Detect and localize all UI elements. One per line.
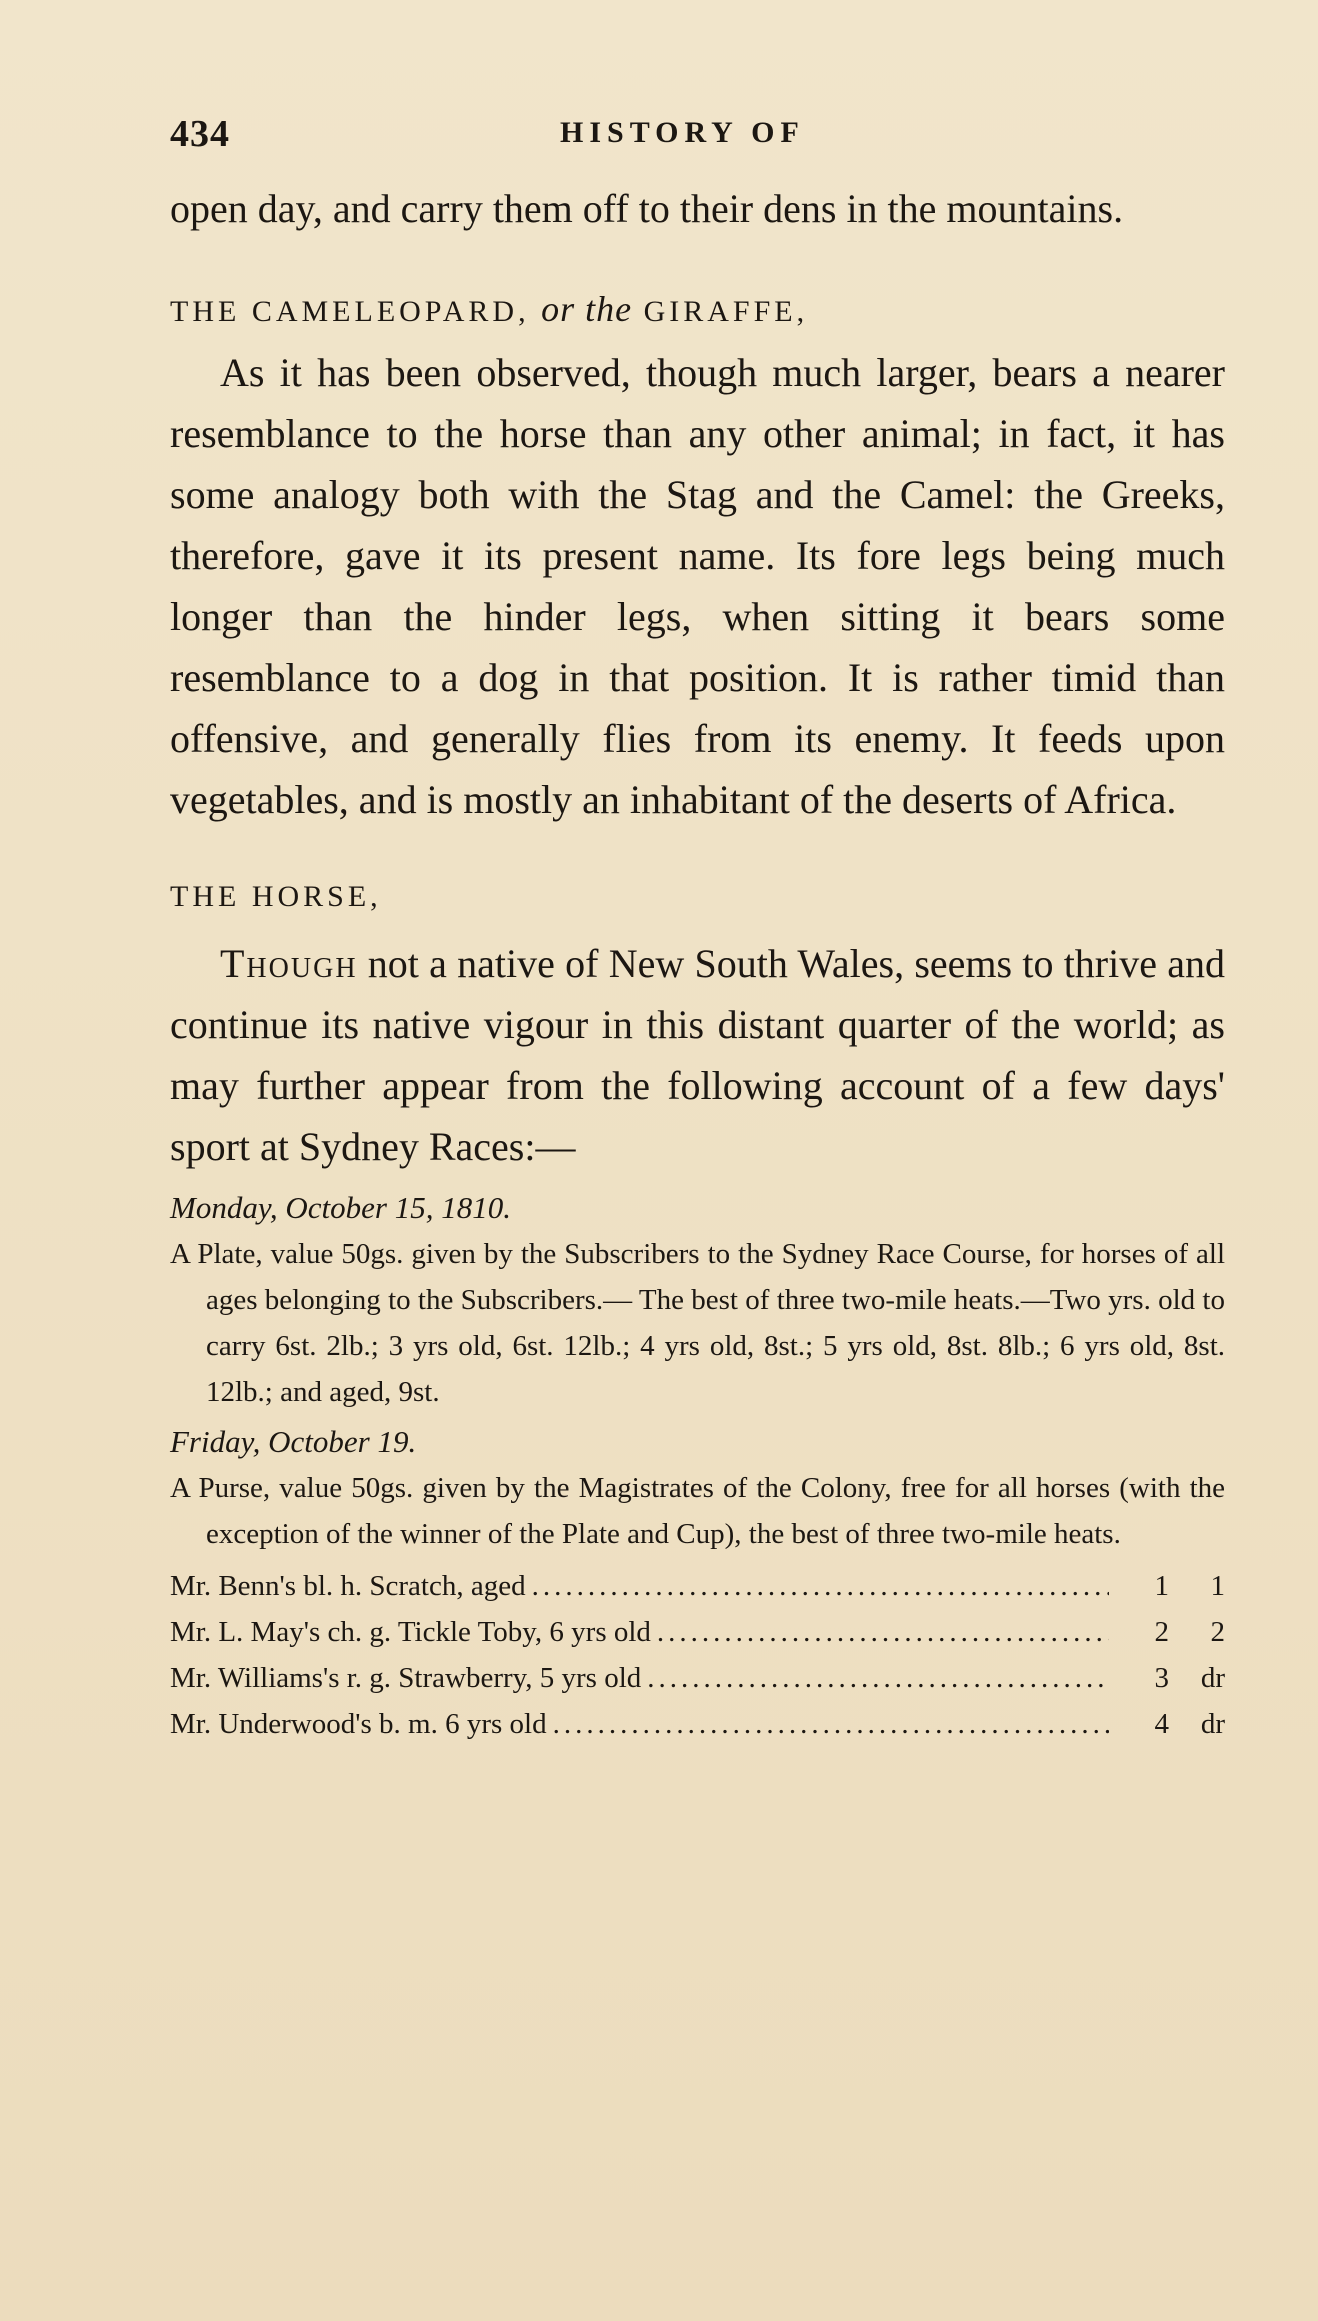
entrant-name: Mr. Underwood's b. m. 6 yrs old <box>170 1708 547 1740</box>
race-1-date <box>170 1185 1225 1231</box>
giraffe-heading-end: GIRAFFE, <box>643 295 809 328</box>
race-2-date <box>170 1419 1225 1465</box>
horse-heading: THE HORSE, <box>170 880 382 913</box>
race-1 <box>170 1185 1225 1415</box>
entrant-name: Mr. Benn's bl. h. Scratch, aged <box>170 1570 526 1602</box>
leader-dots <box>532 1563 1109 1609</box>
race-2-description: A Purse, value 50gs. given by the Magistrates of the Colony, free for all horses (with the exception of the winner of the Plate and Cup), the best of three two-mile heats. <box>170 1472 1225 1550</box>
heat-2-place: 2 <box>1210 1616 1225 1648</box>
heat-2-place: dr <box>1200 1662 1225 1694</box>
opening-paragraph: open day, and carry them off to their dens in the mountains. <box>170 186 1124 231</box>
race-2 <box>170 1419 1225 1557</box>
race-1-description: A Plate, value 50gs. given by the Subscribers to the Sydney Race Course, for horses of all ages belonging to the Subscribers.— The best of three two-mile heats.—Two yrs. old to carry 6st. 2lb.; 3 yrs old, 6st. 12lb.; 4 yrs old, 8st.; 5 yrs old, 8st. 8lb.; 6 yrs old, 8st. 12lb.; and aged, 9st. <box>170 1238 1225 1408</box>
heat-1-place: 4 <box>1154 1708 1169 1740</box>
heat-2-place: dr <box>1200 1708 1225 1740</box>
race-2-date-rest: 19. <box>369 1424 417 1459</box>
results-row <box>170 1701 1225 1747</box>
results-table <box>170 1563 1225 1747</box>
results-row <box>170 1609 1225 1655</box>
page-header <box>170 112 1230 158</box>
entrant-name: Mr. Williams's r. g. Strawberry, 5 yrs old <box>170 1662 642 1694</box>
results-row <box>170 1655 1225 1701</box>
leader-dots <box>647 1655 1109 1701</box>
race-2-date-italic: Friday, October <box>170 1424 370 1459</box>
heat-2-place: 1 <box>1210 1570 1225 1602</box>
horse-lead-word: Though <box>220 941 358 986</box>
heat-1-place: 1 <box>1154 1570 1169 1602</box>
race-1-date-italic: Monday, October <box>170 1190 387 1225</box>
horse-paragraph <box>170 933 1225 1177</box>
page-body <box>170 178 1225 1747</box>
horse-paragraph-text: not a native of New South Wales, seems to thrive and continue its native vigour in this distant quarter of the world; as may further appear from the following account of a few days' sport at Sydney Races:— <box>170 941 1225 1169</box>
race-1-date-rest: 15, 1810. <box>386 1190 511 1225</box>
giraffe-heading-italic: or the <box>541 289 633 329</box>
leader-dots <box>657 1609 1109 1655</box>
entrant-name: Mr. L. May's ch. g. Tickle Toby, 6 yrs old <box>170 1616 651 1648</box>
heat-1-place: 2 <box>1154 1616 1169 1648</box>
leader-dots <box>553 1701 1109 1747</box>
heat-1-place: 3 <box>1154 1662 1169 1694</box>
giraffe-heading-main: THE CAMELEOPARD, <box>170 295 530 328</box>
results-row <box>170 1563 1225 1609</box>
giraffe-paragraph: As it has been observed, though much larger, bears a nearer resemblance to the horse than any other animal; in fact, it has some analogy both with the Stag and the Camel: the Greeks, therefore, gave it its present name. Its fore legs being much longer than the hinder legs, when sitting it bears some resemblance to a dog in that position. It is rather timid than offensive, and generally flies from its enemy. It feeds upon vegetables, and is mostly an inhabitant of the deserts of Africa. <box>170 350 1225 822</box>
giraffe-heading <box>170 279 1225 342</box>
page-number: 434 <box>170 113 230 155</box>
running-head: HISTORY OF <box>560 116 805 149</box>
